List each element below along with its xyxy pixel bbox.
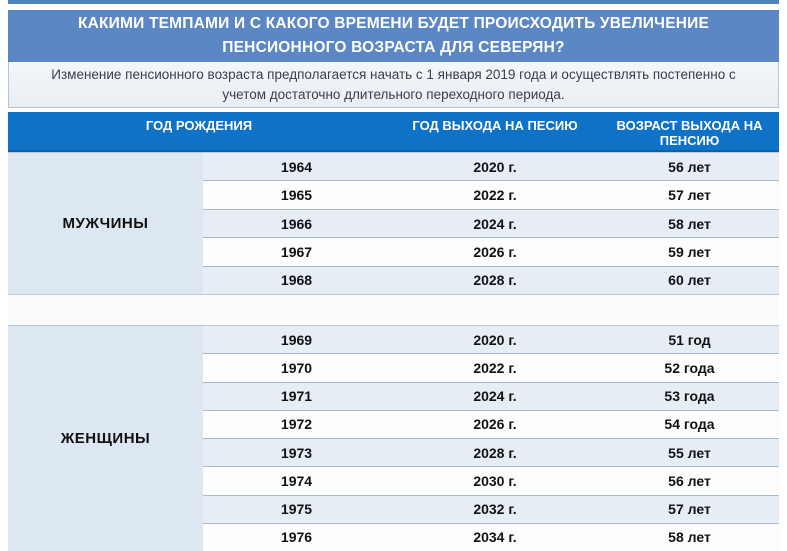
birth-year-cell: 1974 [280, 472, 313, 489]
retirement-age-cell: 53 года [664, 388, 715, 405]
slide-subtitle [8, 62, 779, 108]
birth-year-cell: 1965 [280, 187, 313, 204]
header-retirement-age: ВОЗРАСТ ВЫХОДА НА ПЕНСИЮ [616, 118, 763, 149]
retirement-year-cell: 2034 г. [473, 529, 517, 546]
table-row [203, 411, 779, 439]
retirement-age-cell: 57 лет [668, 187, 711, 204]
retirement-year-cell: 2028 г. [473, 444, 517, 461]
table-row [203, 439, 779, 467]
slide-title-line2: ПЕНСИОННОГО ВОЗРАСТА ДЛЯ СЕВЕРЯН? [222, 39, 565, 56]
women-section [8, 325, 779, 551]
retirement-age-cell: 54 года [664, 416, 715, 433]
men-group-label: МУЖЧИНЫ [62, 215, 149, 232]
birth-year-cell: 1976 [280, 529, 313, 546]
slide-title-line1: КАКИМИ ТЕМПАМИ И С КАКОГО ВРЕМЕНИ БУДЕТ ПРОИСХОДИТЬ УВЕЛИЧЕНИЕ [77, 14, 710, 32]
top-accent-strip [8, 0, 779, 4]
table-row [203, 238, 779, 266]
retirement-age-cell: 51 год [668, 331, 711, 348]
table-row [203, 181, 779, 209]
retirement-year-cell: 2020 г. [473, 158, 517, 175]
retirement-year-cell: 2022 г. [473, 359, 517, 376]
table-row [203, 524, 779, 551]
table-row [203, 496, 779, 524]
table-row [203, 354, 779, 382]
birth-year-cell: 1964 [280, 158, 313, 175]
retirement-year-cell: 2022 г. [473, 187, 517, 204]
birth-year-cell: 1975 [280, 501, 313, 518]
retirement-age-cell: 58 лет [668, 529, 711, 546]
table-row [203, 267, 779, 294]
table-row [203, 326, 779, 354]
women-rows [203, 326, 779, 551]
retirement-age-cell: 57 лет [668, 501, 711, 518]
retirement-age-cell: 56 лет [668, 472, 711, 489]
retirement-year-cell: 2026 г. [473, 416, 517, 433]
header-birth-year: ГОД РОЖДЕНИЯ [145, 118, 253, 133]
header-retirement-year: ГОД ВЫХОДА НА ПЕСИЮ [412, 118, 578, 133]
birth-year-cell: 1967 [280, 243, 313, 260]
birth-year-cell: 1968 [280, 272, 313, 289]
table-header-row [8, 112, 779, 152]
retirement-year-cell: 2032 г. [473, 501, 517, 518]
birth-year-cell: 1966 [280, 215, 313, 232]
table-row [203, 153, 779, 181]
men-section [8, 152, 779, 295]
retirement-year-cell: 2020 г. [473, 331, 517, 348]
section-separator [8, 295, 779, 325]
men-rows [203, 153, 779, 294]
slide-subtitle-text: Изменение пенсионного возраста предполагается начать с 1 января 2019 года и осуществлять постепенно с учетом достаточно длительного переходного периода. [51, 66, 736, 102]
retirement-year-cell: 2026 г. [473, 243, 517, 260]
table-row [203, 467, 779, 495]
birth-year-cell: 1969 [280, 331, 313, 348]
birth-year-cell: 1972 [280, 416, 313, 433]
retirement-age-cell: 58 лет [668, 215, 711, 232]
retirement-age-cell: 59 лет [668, 243, 711, 260]
retirement-age-cell: 60 лет [668, 272, 711, 289]
retirement-year-cell: 2030 г. [473, 472, 517, 489]
retirement-age-cell: 56 лет [668, 158, 711, 175]
birth-year-cell: 1970 [280, 359, 313, 376]
retirement-year-cell: 2028 г. [473, 272, 517, 289]
birth-year-cell: 1971 [280, 388, 313, 405]
slide-title [8, 10, 779, 62]
women-group-label: ЖЕНЩИНЫ [60, 430, 151, 447]
retirement-age-cell: 52 года [664, 359, 715, 376]
table-row [203, 383, 779, 411]
retirement-age-cell: 55 лет [668, 444, 711, 461]
table-row [203, 210, 779, 238]
birth-year-cell: 1973 [280, 444, 313, 461]
retirement-year-cell: 2024 г. [473, 215, 517, 232]
retirement-year-cell: 2024 г. [473, 388, 517, 405]
